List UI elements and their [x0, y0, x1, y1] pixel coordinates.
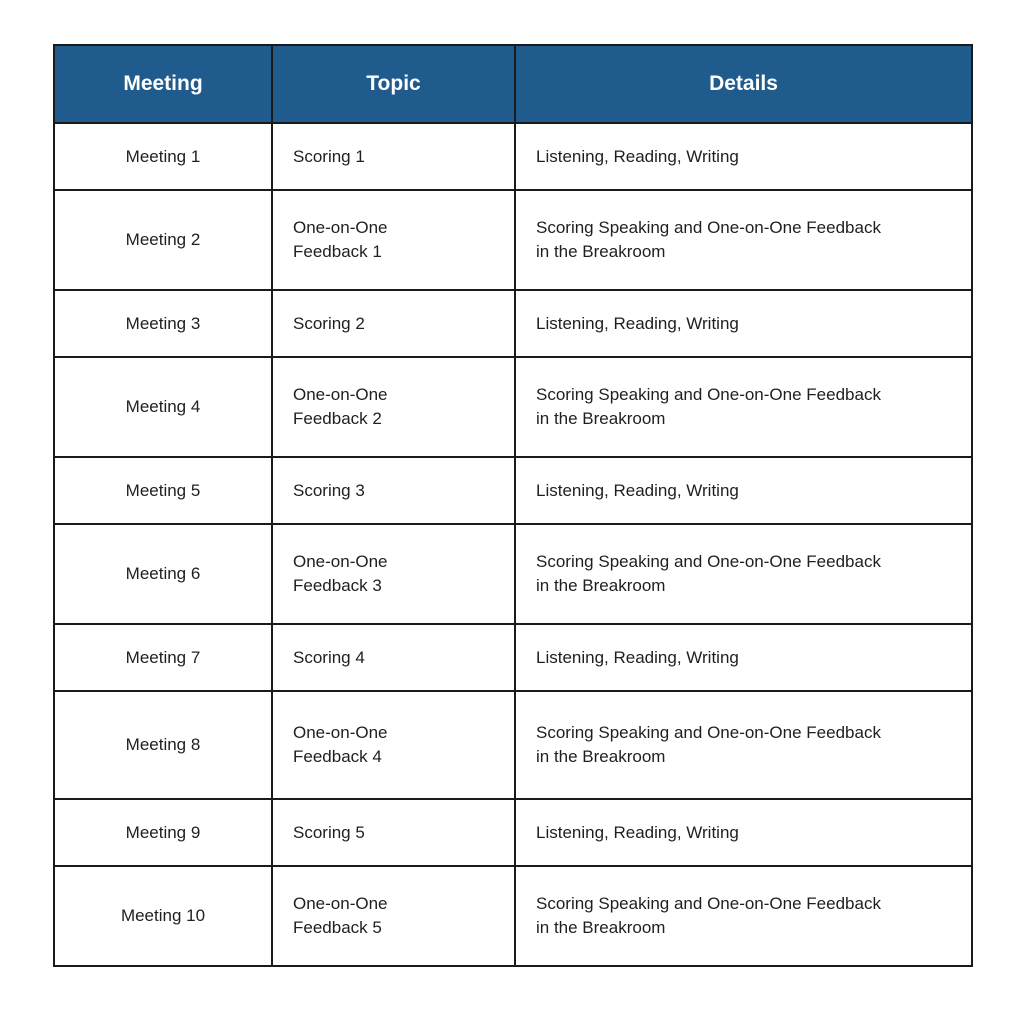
topic-cell [272, 799, 515, 866]
details-cell [515, 290, 972, 357]
meeting-cell: Meeting 5 [54, 457, 272, 524]
topic-cell [272, 357, 515, 457]
details-line: in the Breakroom [536, 409, 666, 428]
topic-line: One-on-One [293, 552, 388, 571]
table-row [54, 123, 972, 190]
topic-line: Scoring 5 [293, 822, 365, 842]
meeting-cell: Meeting 10 [54, 866, 272, 966]
details-cell [515, 457, 972, 524]
topic-line: One-on-One [293, 723, 388, 742]
topic-cell [272, 524, 515, 624]
meeting-cell: Meeting 7 [54, 624, 272, 691]
topic-line: Feedback 3 [293, 576, 382, 595]
table-row [54, 624, 972, 691]
header-details: Details [515, 45, 972, 123]
topic-line: Feedback 2 [293, 409, 382, 428]
topic-line: Scoring 1 [293, 146, 365, 166]
table-header-row [54, 45, 972, 123]
table-row [54, 457, 972, 524]
details-line: Scoring Speaking and One-on-One Feedback [536, 218, 881, 237]
meeting-cell: Meeting 9 [54, 799, 272, 866]
topic-line: Scoring 3 [293, 480, 365, 500]
details-cell [515, 624, 972, 691]
details-line: Scoring Speaking and One-on-One Feedback [536, 723, 881, 742]
details-cell [515, 691, 972, 799]
header-topic: Topic [272, 45, 515, 123]
topic-line: One-on-One [293, 894, 388, 913]
meeting-schedule-table-container [53, 44, 971, 967]
details-line: Scoring Speaking and One-on-One Feedback [536, 552, 881, 571]
meeting-cell: Meeting 4 [54, 357, 272, 457]
topic-line: One-on-One [293, 385, 388, 404]
meeting-cell: Meeting 6 [54, 524, 272, 624]
topic-cell [272, 290, 515, 357]
topic-line: Feedback 4 [293, 747, 382, 766]
details-cell [515, 524, 972, 624]
topic-line: One-on-One [293, 218, 388, 237]
table-row [54, 190, 972, 290]
topic-cell [272, 190, 515, 290]
topic-cell [272, 866, 515, 966]
table-row [54, 524, 972, 624]
topic-line: Scoring 4 [293, 647, 365, 667]
topic-cell [272, 123, 515, 190]
table-row [54, 357, 972, 457]
header-meeting: Meeting [54, 45, 272, 123]
meeting-schedule-table [53, 44, 973, 967]
topic-line: Feedback 1 [293, 242, 382, 261]
topic-cell [272, 691, 515, 799]
table-row [54, 799, 972, 866]
details-cell [515, 799, 972, 866]
meeting-cell: Meeting 1 [54, 123, 272, 190]
details-line: Listening, Reading, Writing [536, 480, 739, 500]
table-row [54, 290, 972, 357]
topic-cell [272, 624, 515, 691]
details-cell [515, 866, 972, 966]
details-line: in the Breakroom [536, 918, 666, 937]
table-row [54, 691, 972, 799]
topic-line: Feedback 5 [293, 918, 382, 937]
details-cell [515, 190, 972, 290]
table-row [54, 866, 972, 966]
topic-cell [272, 457, 515, 524]
details-line: in the Breakroom [536, 242, 666, 261]
details-line: in the Breakroom [536, 747, 666, 766]
details-cell [515, 123, 972, 190]
details-line: in the Breakroom [536, 576, 666, 595]
details-line: Scoring Speaking and One-on-One Feedback [536, 894, 881, 913]
details-cell [515, 357, 972, 457]
topic-line: Scoring 2 [293, 313, 365, 333]
meeting-cell: Meeting 3 [54, 290, 272, 357]
details-line: Listening, Reading, Writing [536, 647, 739, 667]
meeting-cell: Meeting 8 [54, 691, 272, 799]
details-line: Scoring Speaking and One-on-One Feedback [536, 385, 881, 404]
details-line: Listening, Reading, Writing [536, 313, 739, 333]
meeting-cell: Meeting 2 [54, 190, 272, 290]
details-line: Listening, Reading, Writing [536, 146, 739, 166]
details-line: Listening, Reading, Writing [536, 822, 739, 842]
